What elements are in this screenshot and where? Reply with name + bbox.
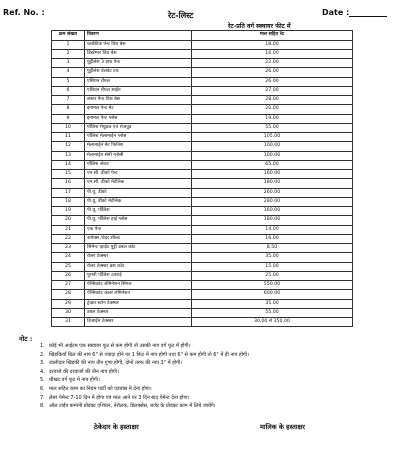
rate-cell: 14.00 [192, 225, 353, 234]
serial-cell: 4 [52, 68, 85, 77]
serial-cell: 26 [52, 271, 85, 280]
description-cell: ट्रेक्टर स्टोन टेक्स्चर [85, 299, 192, 308]
table-row [52, 170, 353, 179]
note-text: खिड़कियाँ ग्रिल की नाप 6" से ज्यादा होने पर 1 फिट में नाप होगी तथा 6" से कम होगी तो 6" में ही नाप होगी। [49, 351, 249, 358]
serial-cell: 1 [52, 40, 85, 49]
table-row [52, 244, 353, 253]
serial-cell: 19 [52, 207, 85, 216]
note-item [40, 376, 385, 385]
note-text: कोई भी आईटम एक स्क्वायर फूट से कम होगी तो उसकी नाप वर्ग फूट में होगी। [49, 343, 191, 349]
description-cell: पी.यू. डीको मेटेलिक [85, 197, 192, 206]
table-row [52, 160, 353, 169]
note-text: दरवाजे की दरवाजों की तीन नाप होगी। [49, 368, 119, 375]
serial-cell: 18 [52, 197, 85, 206]
serial-cell: 25 [52, 262, 85, 271]
serial-cell: 14 [52, 160, 85, 169]
table-row [52, 253, 353, 262]
table-row [52, 234, 353, 243]
note-number: 7. [40, 394, 45, 401]
serial-cell: 24 [52, 253, 85, 262]
serial-cell: 30 [52, 308, 85, 317]
page-title: रेट-लिस्ट [168, 11, 194, 20]
note-item [40, 385, 385, 394]
description-cell: लस्टर पेन्ट विथ बेस [85, 96, 192, 105]
description-cell: पी.यू. डीको [85, 188, 192, 197]
table-row [52, 59, 353, 68]
description-cell: इनामल पेन्ट मेट [85, 105, 192, 114]
serial-cell: 8 [52, 105, 85, 114]
table-row [52, 151, 353, 160]
note-item [40, 368, 385, 377]
ref-no-label: Ref. No. : [3, 8, 45, 17]
rate-cell: 55.00 [192, 308, 353, 317]
description-cell: एक पेन्ट [85, 225, 192, 234]
description-cell: रोलर टेक्स्चर ब्रश कोट [85, 262, 192, 271]
table-row [52, 318, 353, 327]
column-header-description: विवरण [85, 31, 192, 41]
table-row [52, 96, 353, 105]
description-cell: डबल टेक्स्चर [85, 308, 192, 317]
rate-table-body [52, 40, 353, 327]
serial-cell: 10 [52, 123, 85, 132]
rate-cell: 20.00 [192, 105, 353, 114]
table-row [52, 68, 353, 77]
table-row [52, 77, 353, 86]
description-cell: पुट्टीलेश वेलवेट टच [85, 68, 192, 77]
rate-cell: 600.00 [192, 290, 353, 299]
table-row [52, 225, 353, 234]
serial-cell: 20 [52, 216, 85, 225]
table-row [52, 197, 353, 206]
table-row [52, 262, 353, 271]
rate-cell: 26.00 [192, 77, 353, 86]
serial-cell: 3 [52, 59, 85, 68]
serial-cell: 13 [52, 151, 85, 160]
table-row [52, 133, 353, 142]
description-cell: प्लास्टिक पेन्ट विथ बेस [85, 40, 192, 49]
serial-cell: 31 [52, 318, 85, 327]
serial-cell: 23 [52, 244, 85, 253]
serial-cell: 6 [52, 86, 85, 95]
rate-cell: 100.00 [192, 151, 353, 160]
serial-cell: 17 [52, 188, 85, 197]
description-cell: मेलामाईन सेमी ग्लोसी [85, 151, 192, 160]
rate-cell: 35.00 [192, 299, 353, 308]
note-text: जालीदार खिड़की की नाप तीन गुणा होगी, दोनों तरफ की नाप 3" में होगी। [49, 360, 183, 367]
description-cell: इनामल पेन्ट ग्लोस [85, 114, 192, 123]
description-cell: पॉलिश मेलामाईन ग्लोस [85, 133, 192, 142]
table-row [52, 216, 353, 225]
date-blank-line [349, 16, 387, 17]
notes-list [40, 342, 385, 411]
contractor-signature-label: ठेकेदार के हस्ताक्षर [94, 423, 139, 431]
rate-cell: 18.00 [192, 40, 353, 49]
note-item [40, 359, 385, 368]
table-row [52, 142, 353, 151]
rate-cell: 35.00 [192, 253, 353, 262]
serial-cell: 12 [52, 142, 85, 151]
note-number: 5. [40, 377, 45, 384]
rate-cell: 180.00 [192, 216, 353, 225]
description-cell: पॉलिश लेकर [85, 160, 192, 169]
table-row [52, 308, 353, 317]
serial-cell: 2 [52, 49, 85, 58]
description-cell: पॉलिश मेथुडल एवं रोजवुड [85, 123, 192, 132]
serial-cell: 5 [52, 77, 85, 86]
rate-cell: 19.00 [192, 114, 353, 123]
description-cell: एन.सी. डीको मेटेलिक [85, 179, 192, 188]
rate-cell: 65.00 [192, 160, 353, 169]
table-row [52, 123, 353, 132]
serial-cell: 15 [52, 170, 85, 179]
table-row [52, 188, 353, 197]
note-text: लेबर पेमेन्ट 7-10 दिन में होगा एवं माल आने पर 3 दिन बाद पेमेन्ट देना होगा। [49, 394, 190, 401]
serial-cell: 11 [52, 133, 85, 142]
rate-cell: 22.00 [192, 59, 353, 68]
note-item [40, 402, 385, 411]
serial-cell: 22 [52, 234, 85, 243]
serial-cell: 7 [52, 96, 85, 105]
table-row [52, 40, 353, 49]
note-item [40, 394, 385, 403]
serial-cell: 29 [52, 299, 85, 308]
description-cell: सिमेन्ट व्हाईट पुट्टी डबल कोट [85, 244, 192, 253]
serial-cell: 27 [52, 281, 85, 290]
serial-cell: 21 [52, 225, 85, 234]
serial-cell: 16 [52, 179, 85, 188]
notes-label: नोट : [19, 335, 33, 343]
rate-cell: 280.00 [192, 197, 353, 206]
note-number: 3. [40, 360, 45, 367]
rate-cell: 100.00 [192, 142, 353, 151]
rate-cell: 26.00 [192, 68, 353, 77]
rate-unit-note: रेट-प्रति वर्ग स्क्वायर फीट में [228, 23, 291, 30]
table-row [52, 105, 353, 114]
table-row [52, 49, 353, 58]
rate-cell: 160.00 [192, 207, 353, 216]
column-header-serial: क्रम संख्या [52, 31, 85, 41]
table-row [52, 299, 353, 308]
column-header-rate: माल सहित रेट [192, 31, 353, 41]
rate-cell: 15.00 [192, 262, 353, 271]
note-number: 6. [40, 385, 45, 392]
table-row [52, 207, 353, 216]
description-cell: पी.यू. पॉलिश हाई ग्लोस [85, 216, 192, 225]
rate-cell: 8.50 [192, 244, 353, 253]
rate-cell: 30.00 से 350.00 [192, 318, 353, 327]
note-text: ऑल टाईप कम्पनी प्रोडक्ट एशियन, नेरोलक, डिलक्सेस, बर्जर के प्रोडक्ट काम में लिये जायेंगे। [49, 403, 216, 410]
rate-cell: 260.00 [192, 188, 353, 197]
rate-cell: 105.00 [192, 133, 353, 142]
rate-cell: 16.00 [192, 234, 353, 243]
serial-cell: 9 [52, 114, 85, 123]
description-cell: पुट्टीलेश 3 हाथ पेन्ट [85, 59, 192, 68]
rate-table [51, 30, 353, 327]
rate-cell: 550.00 [192, 281, 353, 290]
table-row [52, 114, 353, 123]
table-row [52, 281, 353, 290]
serial-cell: 28 [52, 290, 85, 299]
document-header [0, 0, 400, 30]
note-text: चौखट वर्ग फूट में नाप होगी। [49, 377, 100, 384]
description-cell: एशियन रॉयल शाईन [85, 86, 192, 95]
rate-cell: 55.00 [192, 123, 353, 132]
table-header-row [52, 31, 353, 41]
description-cell: पेन्सिकोट लेमिनेशन सिंगल [85, 281, 192, 290]
table-row [52, 86, 353, 95]
note-item [40, 351, 385, 360]
note-number: 2. [40, 351, 45, 358]
note-text: माल सहित काम का नियम पार्टी को एडवांस में देना होगा। [49, 385, 152, 392]
rate-cell: 25.00 [192, 271, 353, 280]
date-label: Date : [322, 8, 350, 17]
rate-cell: 28.00 [192, 96, 353, 105]
rate-cell: 160.00 [192, 170, 353, 179]
note-number: 4. [40, 368, 45, 375]
table-row [52, 179, 353, 188]
description-cell: डिजाईन टेक्स्चर [85, 318, 192, 327]
description-cell: रोलर टेक्स्चर [85, 253, 192, 262]
rate-cell: 27.00 [192, 86, 353, 95]
description-cell: अपेक्स /वेदर शील्ड [85, 234, 192, 243]
description-cell: मेलामाईन मेट फिनिश [85, 142, 192, 151]
owner-signature-label: मालिक के हस्ताक्षर [260, 423, 305, 431]
description-cell: एन.सी. डीको पेन्ट [85, 170, 192, 179]
table-row [52, 290, 353, 299]
description-cell: डिस्टेम्पर विथ बेस [85, 49, 192, 58]
description-cell: पुरानी पॉलिश उतराई [85, 271, 192, 280]
rate-cell: 180.00 [192, 179, 353, 188]
note-number: 1. [40, 343, 45, 349]
note-number: 8. [40, 403, 45, 410]
rate-cell: 16.00 [192, 49, 353, 58]
description-cell: पेन्सिकोट कलर लेमिनेशन [85, 290, 192, 299]
description-cell: एशियन रॉयल [85, 77, 192, 86]
note-item [40, 342, 385, 351]
table-row [52, 271, 353, 280]
description-cell: पी.यू. पॉलिश [85, 207, 192, 216]
